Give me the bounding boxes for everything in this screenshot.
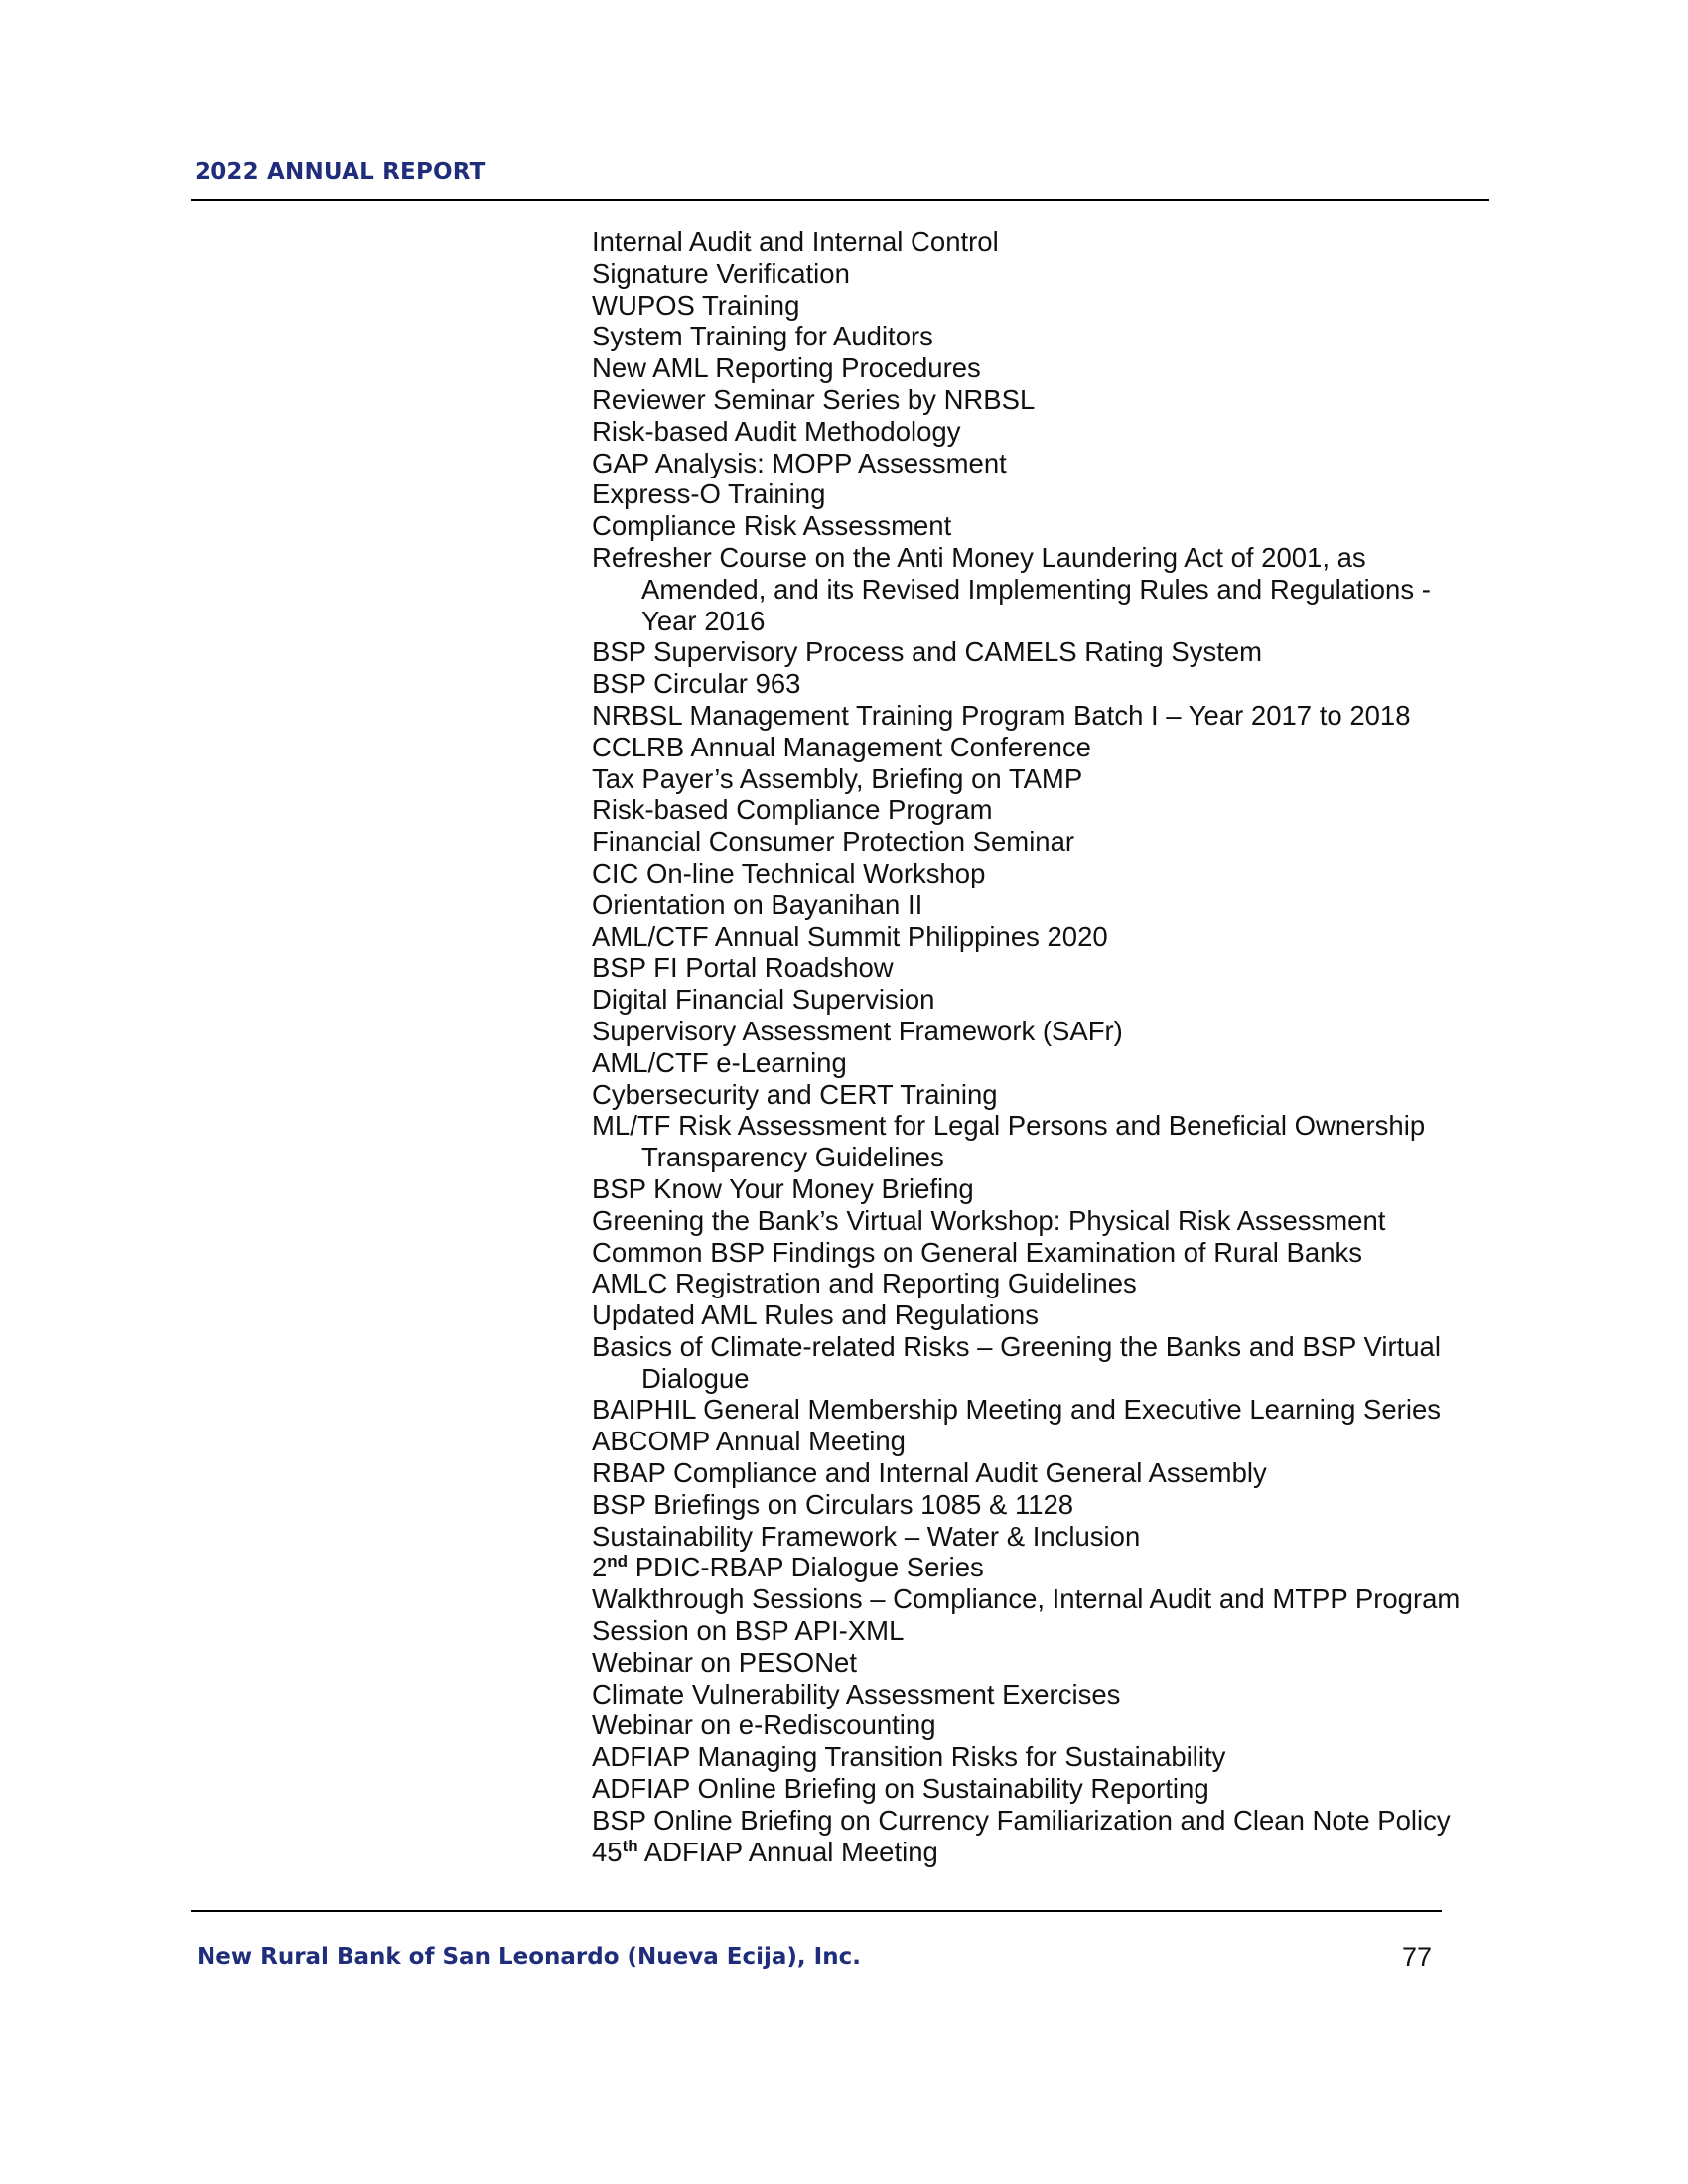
list-item: BAIPHIL General Membership Meeting and Executive Learning Series (592, 1394, 1441, 1426)
list-item: BSP Online Briefing on Currency Familiarization and Clean Note Policy (592, 1804, 1451, 1836)
list-item: AML/CTF e-Learning (592, 1046, 847, 1078)
list-item: BSP Know Your Money Briefing (592, 1172, 974, 1204)
list-item: Greening the Bank’s Virtual Workshop: Physical Risk Assessment (592, 1204, 1386, 1236)
ordinal-suffix: nd (607, 1552, 629, 1571)
list-item: WUPOS Training (592, 289, 800, 321)
list-item: Express-O Training (592, 478, 826, 510)
training-list (592, 226, 1485, 1867)
ordinal-number: 2 (592, 1552, 608, 1583)
list-item: Risk-based Compliance Program (592, 794, 993, 826)
list-item-adfiap-meeting (592, 1837, 1485, 1868)
list-item: Digital Financial Supervision (592, 984, 935, 1016)
list-item: BSP Supervisory Process and CAMELS Rating System (592, 636, 1263, 668)
list-item: Sustainability Framework – Water & Inclusion (592, 1520, 1141, 1552)
list-item: Basics of Climate-related Risks – Greening the Banks and BSP Virtual Dialogue (592, 1330, 1441, 1394)
list-item-text: PDIC-RBAP Dialogue Series (628, 1552, 984, 1583)
list-item: Refresher Course on the Anti Money Laundering Act of 2001, as Amended, and its Revised Implementing Rules and Regulations - Year 2016 (592, 541, 1431, 636)
list-item: Webinar on PESONet (592, 1646, 857, 1678)
list-item: Cybersecurity and CERT Training (592, 1078, 998, 1110)
list-item: Updated AML Rules and Regulations (592, 1299, 1039, 1331)
list-item-pdic-dialogue (592, 1552, 1485, 1583)
header-divider (191, 199, 1489, 201)
ordinal-suffix: th (622, 1836, 638, 1855)
list-item: NRBSL Management Training Program Batch I – Year 2017 to 2018 (592, 699, 1411, 731)
list-item: BSP Circular 963 (592, 668, 801, 700)
list-item: Signature Verification (592, 257, 850, 289)
list-item: BSP FI Portal Roadshow (592, 952, 894, 984)
list-item: Internal Audit and Internal Control (592, 226, 999, 257)
list-item: RBAP Compliance and Internal Audit General Assembly (592, 1457, 1267, 1489)
footer-bank-name: New Rural Bank of San Leonardo (Nueva Ecija), Inc. (197, 1944, 861, 1970)
list-item: Webinar on e-Rediscounting (592, 1709, 936, 1741)
list-item: Risk-based Audit Methodology (592, 415, 961, 447)
list-item: Session on BSP API-XML (592, 1615, 905, 1647)
list-item: ML/TF Risk Assessment for Legal Persons and Beneficial Ownership Transparency Guidelines (592, 1110, 1426, 1173)
list-item: System Training for Auditors (592, 321, 933, 352)
list-item: AML/CTF Annual Summit Philippines 2020 (592, 920, 1108, 952)
list-item: Orientation on Bayanihan II (592, 888, 923, 920)
list-item: Tax Payer’s Assembly, Briefing on TAMP (592, 762, 1083, 794)
list-item-text: ADFIAP Annual Meeting (637, 1836, 938, 1867)
report-header-title: 2022 ANNUAL REPORT (195, 159, 486, 185)
list-item: Supervisory Assessment Framework (SAFr) (592, 1015, 1123, 1046)
list-item: AMLC Registration and Reporting Guidelines (592, 1268, 1137, 1299)
page-number: 77 (1402, 1942, 1433, 1972)
list-item: ABCOMP Annual Meeting (592, 1426, 906, 1457)
list-item: ADFIAP Online Briefing on Sustainability Reporting (592, 1773, 1209, 1805)
list-item: Reviewer Seminar Series by NRBSL (592, 383, 1036, 415)
list-item: CCLRB Annual Management Conference (592, 731, 1091, 762)
list-item: BSP Briefings on Circulars 1085 & 1128 (592, 1488, 1074, 1520)
list-item: Walkthrough Sessions – Compliance, Internal Audit and MTPP Program (592, 1583, 1461, 1615)
list-item: Financial Consumer Protection Seminar (592, 826, 1075, 858)
list-item: GAP Analysis: MOPP Assessment (592, 447, 1007, 478)
list-item: Common BSP Findings on General Examination of Rural Banks (592, 1236, 1362, 1268)
footer-divider (191, 1910, 1442, 1912)
list-item: Compliance Risk Assessment (592, 510, 952, 542)
list-item: ADFIAP Managing Transition Risks for Sustainability (592, 1741, 1226, 1773)
list-item: New AML Reporting Procedures (592, 352, 981, 384)
list-item: CIC On-line Technical Workshop (592, 857, 986, 888)
ordinal-number: 45 (592, 1836, 623, 1867)
list-item: Climate Vulnerability Assessment Exercises (592, 1678, 1121, 1709)
